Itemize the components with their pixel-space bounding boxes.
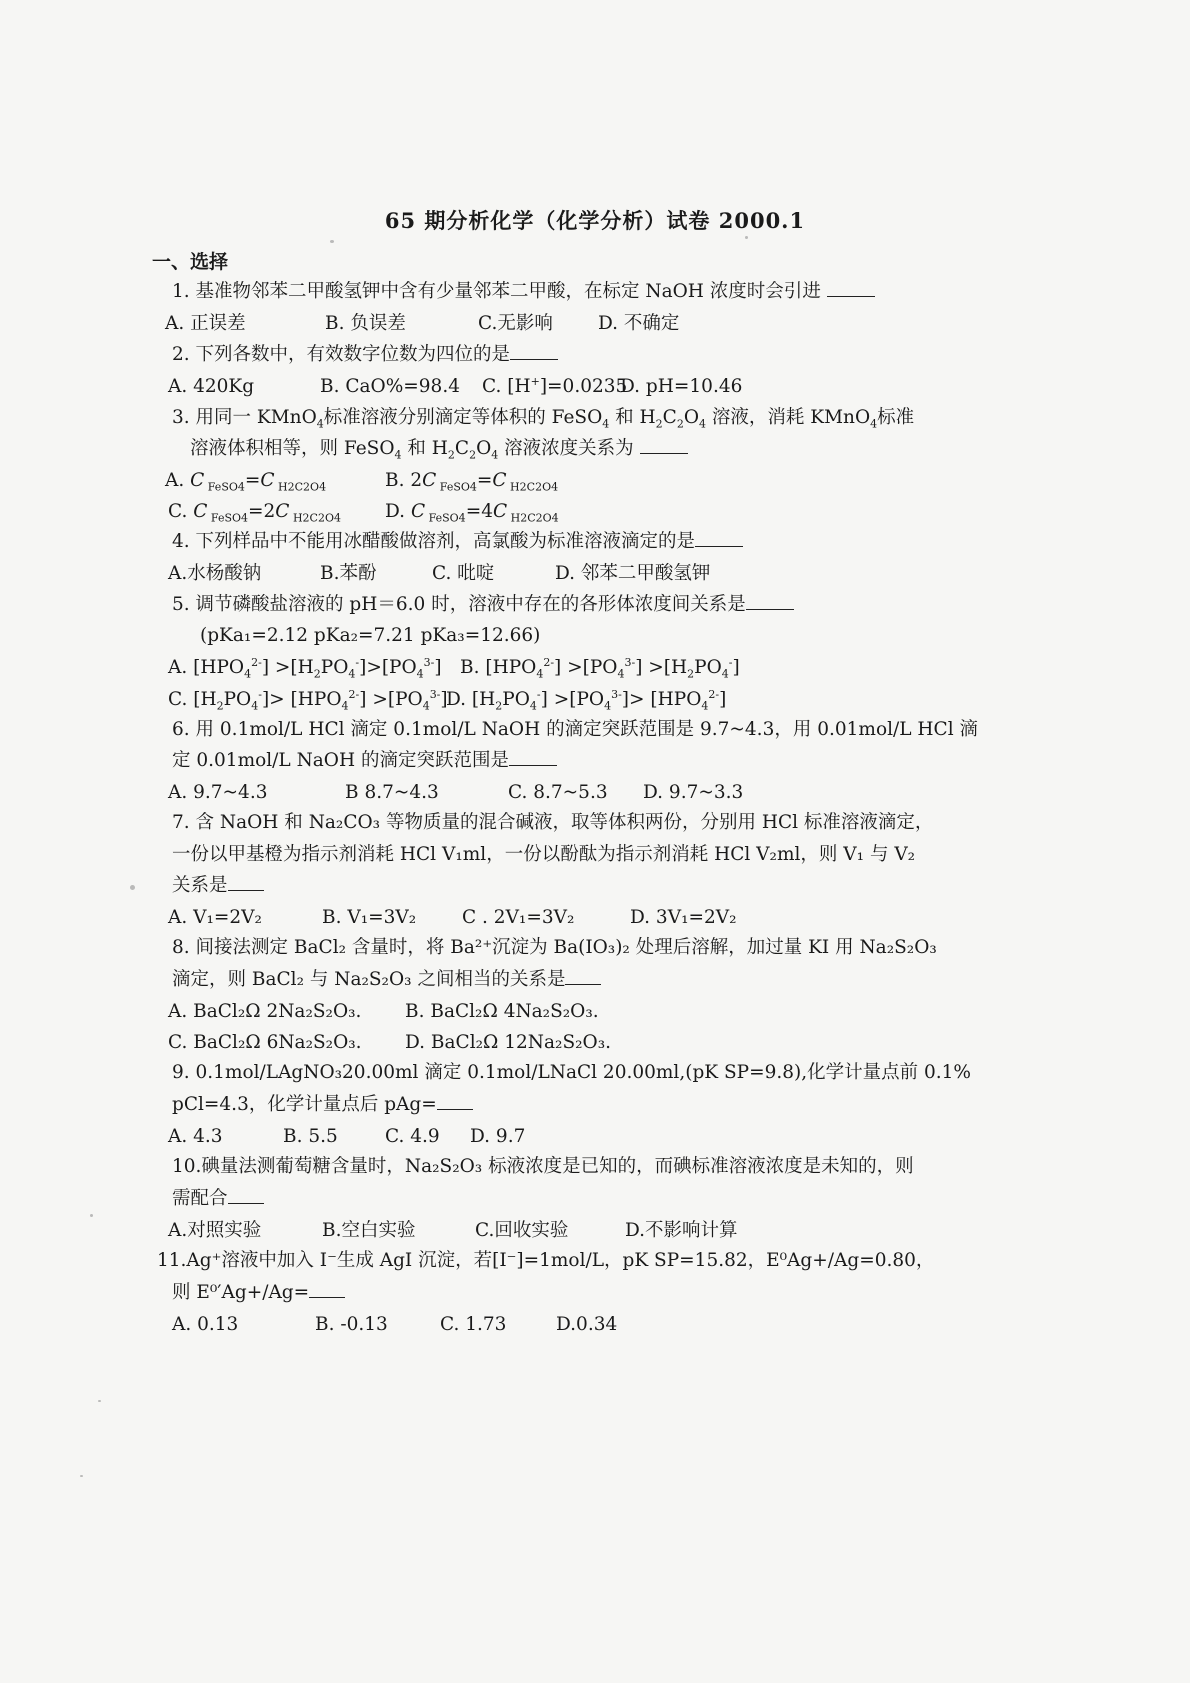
answer-blank <box>509 749 557 766</box>
q4-option-d: D. 邻苯二甲酸氢钾 <box>555 563 711 584</box>
q11-option-a: A. 0.13 <box>172 1314 239 1335</box>
q10-option-b: B.空白实验 <box>322 1220 416 1241</box>
q7-option-d: D. 3V₁=2V₂ <box>630 907 737 928</box>
q7-option-b: B. V₁=3V₂ <box>322 907 417 928</box>
question-10-line-1: 10.碘量法测葡萄糖含量时，Na₂S₂O₃ 标液浓度是已知的，而碘标准溶液浓度是未知的，则 <box>172 1156 914 1177</box>
q6-option-a: A. 9.7~4.3 <box>168 782 268 803</box>
q10-option-d: D.不影响计算 <box>625 1220 738 1241</box>
answer-blank <box>746 593 794 610</box>
q3-option-b: B. 2C $_{FeSO4}$=C $_{H2C2O4}$ <box>385 470 559 494</box>
answer-blank <box>565 968 601 985</box>
question-8-line-1: 8. 间接法测定 BaCl₂ 含量时，将 Ba²⁺沉淀为 Ba(IO₃)₂ 处理后溶解，加过量 KI 用 Na₂S₂O₃ <box>172 937 937 958</box>
q6-option-b: B 8.7~4.3 <box>345 782 439 803</box>
q5-pka-values: (pKa₁=2.12 pKa₂=7.21 pKa₃=12.66) <box>200 625 541 646</box>
q3-option-a: A. C $_{FeSO4}$=C $_{H2C2O4}$ <box>165 470 327 494</box>
question-7-line-1: 7. 含 NaOH 和 Na₂CO₃ 等物质量的混合碱液，取等体积两份，分别用 HCl 标准溶液滴定， <box>172 812 934 833</box>
q5-option-c: C. $[H_2PO_4^-]> [HPO_4^{2-}] >[PO_4^{3-}]$ <box>168 687 448 713</box>
answer-blank <box>695 530 743 547</box>
q2-option-a: A. 420Kg <box>168 376 255 397</box>
q8-option-b: B. BaCl₂Ω 4Na₂S₂O₃. <box>405 1001 599 1022</box>
q2-option-d: D. pH=10.46 <box>620 376 743 397</box>
q8-option-d: D. BaCl₂Ω 12Na₂S₂O₃. <box>405 1032 611 1053</box>
question-7-line-3: 关系是 <box>172 874 264 898</box>
q9-option-b: B. 5.5 <box>283 1126 338 1147</box>
question-11-line-2: 则 E⁰′Ag+/Ag= <box>172 1281 345 1305</box>
answer-blank <box>228 874 264 891</box>
question-5: 5. 调节磷酸盐溶液的 pH＝6.0 时，溶液中存在的各形体浓度间关系是 <box>172 593 794 617</box>
q1-option-d: D. 不确定 <box>598 313 680 334</box>
question-8-line-2: 滴定，则 BaCl₂ 与 Na₂S₂O₃ 之间相当的关系是 <box>172 968 601 992</box>
answer-blank <box>640 437 688 454</box>
exam-title: 65 期分析化学（化学分析）试卷 2000.1 <box>384 208 806 233</box>
q2-option-c: C. [H+]=0.0235 <box>482 374 628 397</box>
answer-blank <box>510 343 558 360</box>
q2-option-b: B. CaO%=98.4 <box>320 376 460 397</box>
answer-blank <box>827 280 875 297</box>
question-1: 1. 基准物邻苯二甲酸氢钾中含有少量邻苯二甲酸，在标定 NaOH 浓度时会引进 <box>172 280 875 304</box>
section-heading: 一、选择 <box>152 251 229 273</box>
question-11-line-1: 11.Ag⁺溶液中加入 I⁻生成 AgI 沉淀，若[I⁻]=1mol/L，pK SP=15.82，E⁰Ag+/Ag=0.80， <box>157 1250 935 1271</box>
q1-option-c: C.无影响 <box>478 313 553 334</box>
answer-blank <box>309 1281 345 1298</box>
question-3-line-2: 溶液体积相等，则 FeSO$_4$ 和 $H_2C_2O_4$ 溶液浓度关系为 <box>190 437 688 461</box>
q6-option-d: D. 9.7~3.3 <box>643 782 744 803</box>
question-4: 4. 下列样品中不能用冰醋酸做溶剂，高氯酸为标准溶液滴定的是 <box>172 530 743 554</box>
q8-option-c: C. BaCl₂Ω 6Na₂S₂O₃. <box>168 1032 362 1053</box>
q9-option-d: D. 9.7 <box>470 1126 526 1147</box>
q4-option-a: A.水杨酸钠 <box>168 563 262 584</box>
q11-option-d: D.0.34 <box>556 1314 618 1335</box>
q9-option-c: C. 4.9 <box>385 1126 440 1147</box>
q9-option-a: A. 4.3 <box>168 1126 223 1147</box>
q5-option-b: B. $[HPO_4^{2-}] >[PO_4^{3-}] >[H_2PO_4^-]$ <box>460 655 740 681</box>
q3-option-c: C. C $_{FeSO4}$=2C $_{H2C2O4}$ <box>168 501 341 525</box>
scan-speck <box>745 236 748 239</box>
answer-blank <box>437 1093 473 1110</box>
scan-speck <box>330 240 334 243</box>
q10-option-a: A.对照实验 <box>168 1220 262 1241</box>
q4-option-c: C. 吡啶 <box>432 563 495 584</box>
answer-blank <box>228 1187 264 1204</box>
q7-option-a: A. V₁=2V₂ <box>168 907 262 928</box>
q1-option-a: A. 正误差 <box>165 313 246 334</box>
question-10-line-2: 需配合 <box>172 1187 264 1211</box>
scan-speck <box>98 1400 101 1402</box>
scan-speck <box>90 1214 93 1217</box>
scan-speck <box>130 885 135 890</box>
q8-option-a: A. BaCl₂Ω 2Na₂S₂O₃. <box>168 1001 362 1022</box>
q7-option-c: C . 2V₁=3V₂ <box>462 907 575 928</box>
q6-option-c: C. 8.7~5.3 <box>508 782 608 803</box>
q3-option-d: D. C $_{FeSO4}$=4C $_{H2C2O4}$ <box>385 501 559 525</box>
question-9-line-1: 9. 0.1mol/LAgNO₃20.00ml 滴定 0.1mol/LNaCl 20.00ml,(pK SP=9.8),化学计量点前 0.1% <box>172 1062 972 1083</box>
q1-option-b: B. 负误差 <box>325 313 406 334</box>
q10-option-c: C.回收实验 <box>475 1220 569 1241</box>
question-2: 2. 下列各数中，有效数字位数为四位的是 <box>172 343 558 367</box>
question-3-line-1: 3. 用同一 KMnO$_4$标准溶液分别滴定等体积的 FeSO$_4$ 和 $H_2C_2O_4$ 溶液，消耗 KMnO$_4$标准 <box>172 407 915 431</box>
question-6-line-2: 定 0.01mol/L NaOH 的滴定突跃范围是 <box>172 749 557 773</box>
q5-option-d: D. $[H_2PO_4^-] >[PO_4^{3-}]> [HPO_4^{2-}]$ <box>446 687 727 713</box>
question-9-line-2: pCl=4.3，化学计量点后 pAg= <box>172 1093 473 1117</box>
q11-option-c: C. 1.73 <box>440 1314 507 1335</box>
q5-option-a: A. $[HPO_4^{2-}] >[H_2PO_4^-]>[PO_4^{3-}]$ <box>168 655 442 681</box>
q11-option-b: B. -0.13 <box>315 1314 388 1335</box>
question-7-line-2: 一份以甲基橙为指示剂消耗 HCl V₁ml，一份以酚酞为指示剂消耗 HCl V₂ml，则 V₁ 与 V₂ <box>172 844 916 865</box>
question-6-line-1: 6. 用 0.1mol/L HCl 滴定 0.1mol/L NaOH 的滴定突跃范围是 9.7~4.3，用 0.01mol/L HCl 滴 <box>172 719 978 740</box>
scan-speck <box>80 1475 83 1477</box>
q4-option-b: B.苯酚 <box>320 563 377 584</box>
